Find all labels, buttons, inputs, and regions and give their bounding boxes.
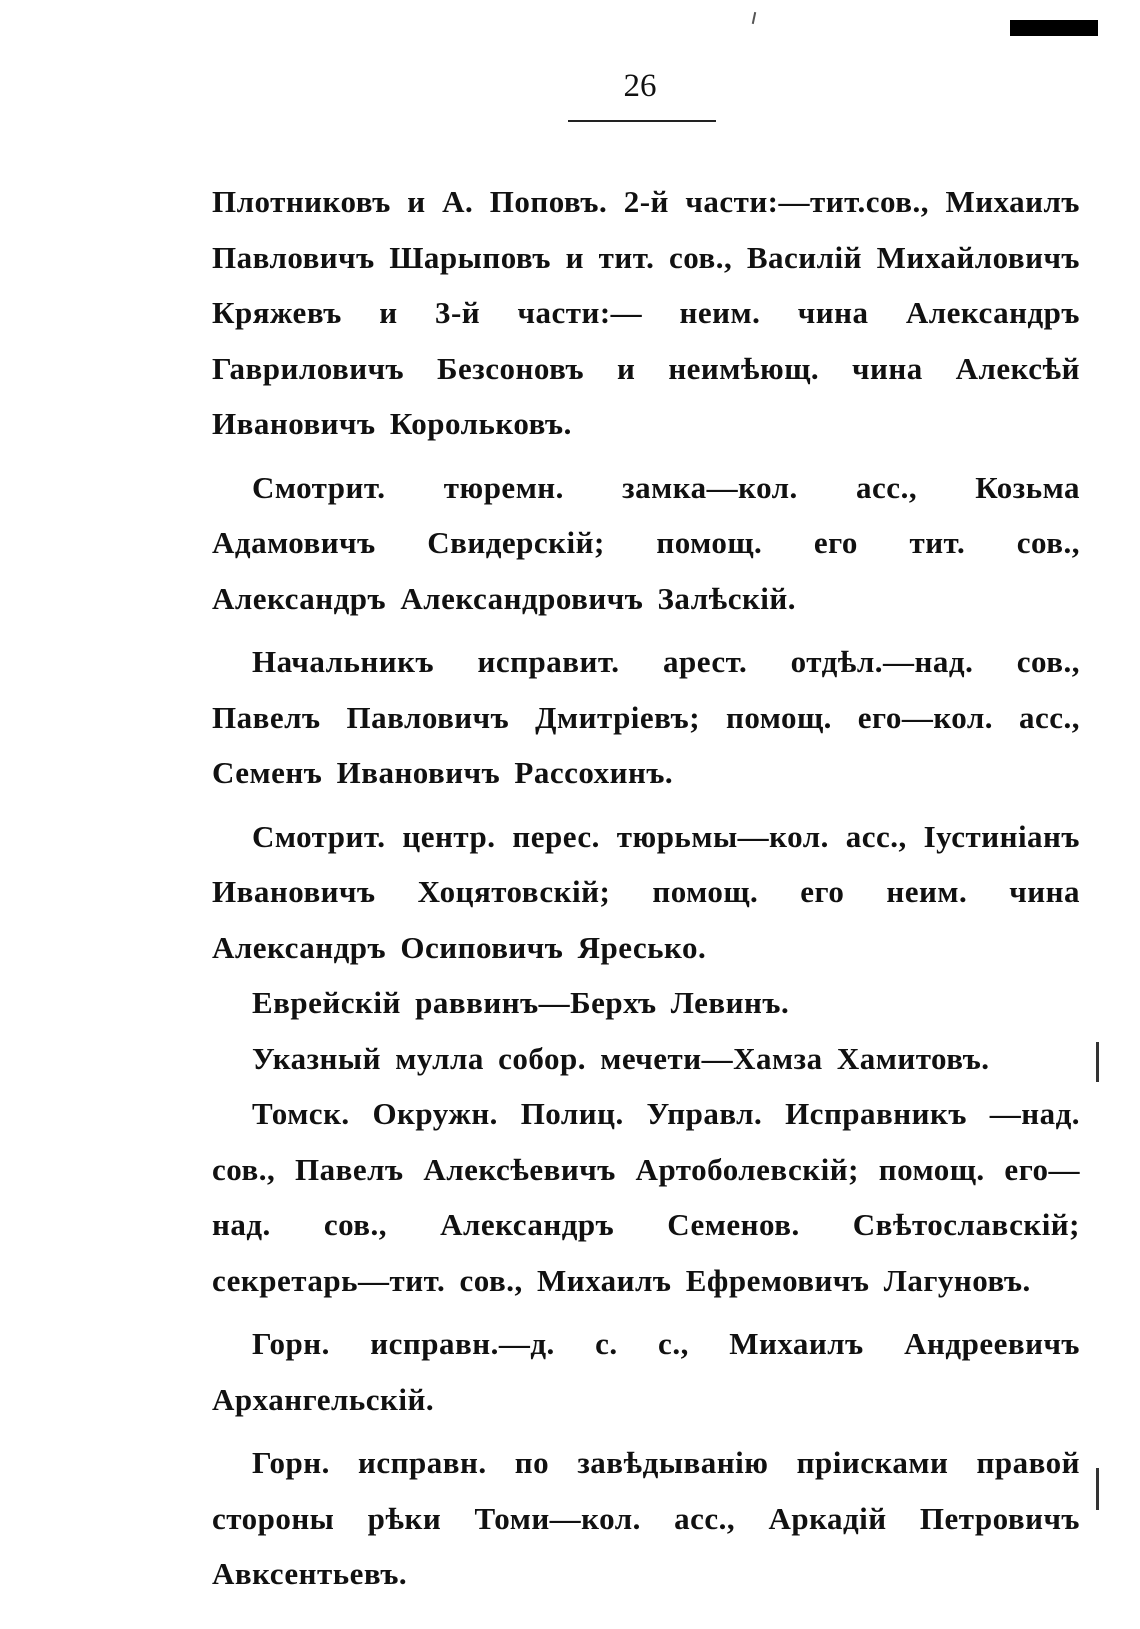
- scan-artifact-mark: [1010, 20, 1098, 36]
- margin-edge-mark: [1096, 1468, 1099, 1510]
- paragraph-district-police: Томск. Окружн. Полиц. Управл. Исправникъ —над. сов., Павелъ Алексѣевичъ Артоболевскій; помощ. его—над. сов., Александръ Семенов. Свѣтославскій; секретарь—тит. сов., Михаилъ Ефремовичъ Лагуновъ.: [212, 1096, 1080, 1298]
- page-number: 26: [623, 68, 657, 104]
- paragraph-mullah: Указный мулла собор. мечети—Хамза Хамитовъ.: [252, 1040, 990, 1076]
- paragraph-prison-castle: Смотрит. тюремн. замка—кол. асс., Козьма Адамовичъ Свидерскій; помощ. его тит. сов., Александръ Александровичъ Залѣскій.: [212, 469, 1080, 616]
- body-text: [212, 174, 1080, 1602]
- paragraph-police-parts: Плотниковъ и А. Поповъ. 2-й части:—тит.сов., Михаилъ Павловичъ Шарыповъ и тит. сов., Василій Михайловичъ Кряжевъ и 3-й части:— неим. чина Александръ Гавриловичъ Безсоновъ и неимѣющ. чина Алексѣй Ивановичъ Корольковъ.: [212, 184, 1080, 441]
- paragraph-transit-prison: Смотрит. центр. перес. тюрьмы—кол. асс., Іустиніанъ Ивановичъ Хоцятовскій; помощ. его неим. чина Александръ Осиповичъ Яресько.: [212, 818, 1080, 965]
- paragraph-rabbi: Еврейскій раввинъ—Берхъ Левинъ.: [252, 985, 790, 1020]
- margin-edge-mark: [1096, 1042, 1099, 1082]
- paragraph-mining-police: Горн. исправн.—д. с. с., Михаилъ Андреевичъ Архангельскій.: [212, 1326, 1080, 1417]
- scan-artifact-tick: [752, 12, 756, 24]
- paragraph-mining-police-tom-river: Горн. исправн. по завѣдыванію пріисками правой стороны рѣки Томи—кол. асс., Аркадій Петровичъ Авксентьевъ.: [212, 1445, 1080, 1591]
- paragraph-correctional-department: Начальникъ исправит. арест. отдѣл.—над. сов., Павелъ Павловичъ Дмитріевъ; помощ. его—кол. асс., Семенъ Ивановичъ Рассохинъ.: [212, 644, 1080, 790]
- page-number-rule: [568, 120, 716, 122]
